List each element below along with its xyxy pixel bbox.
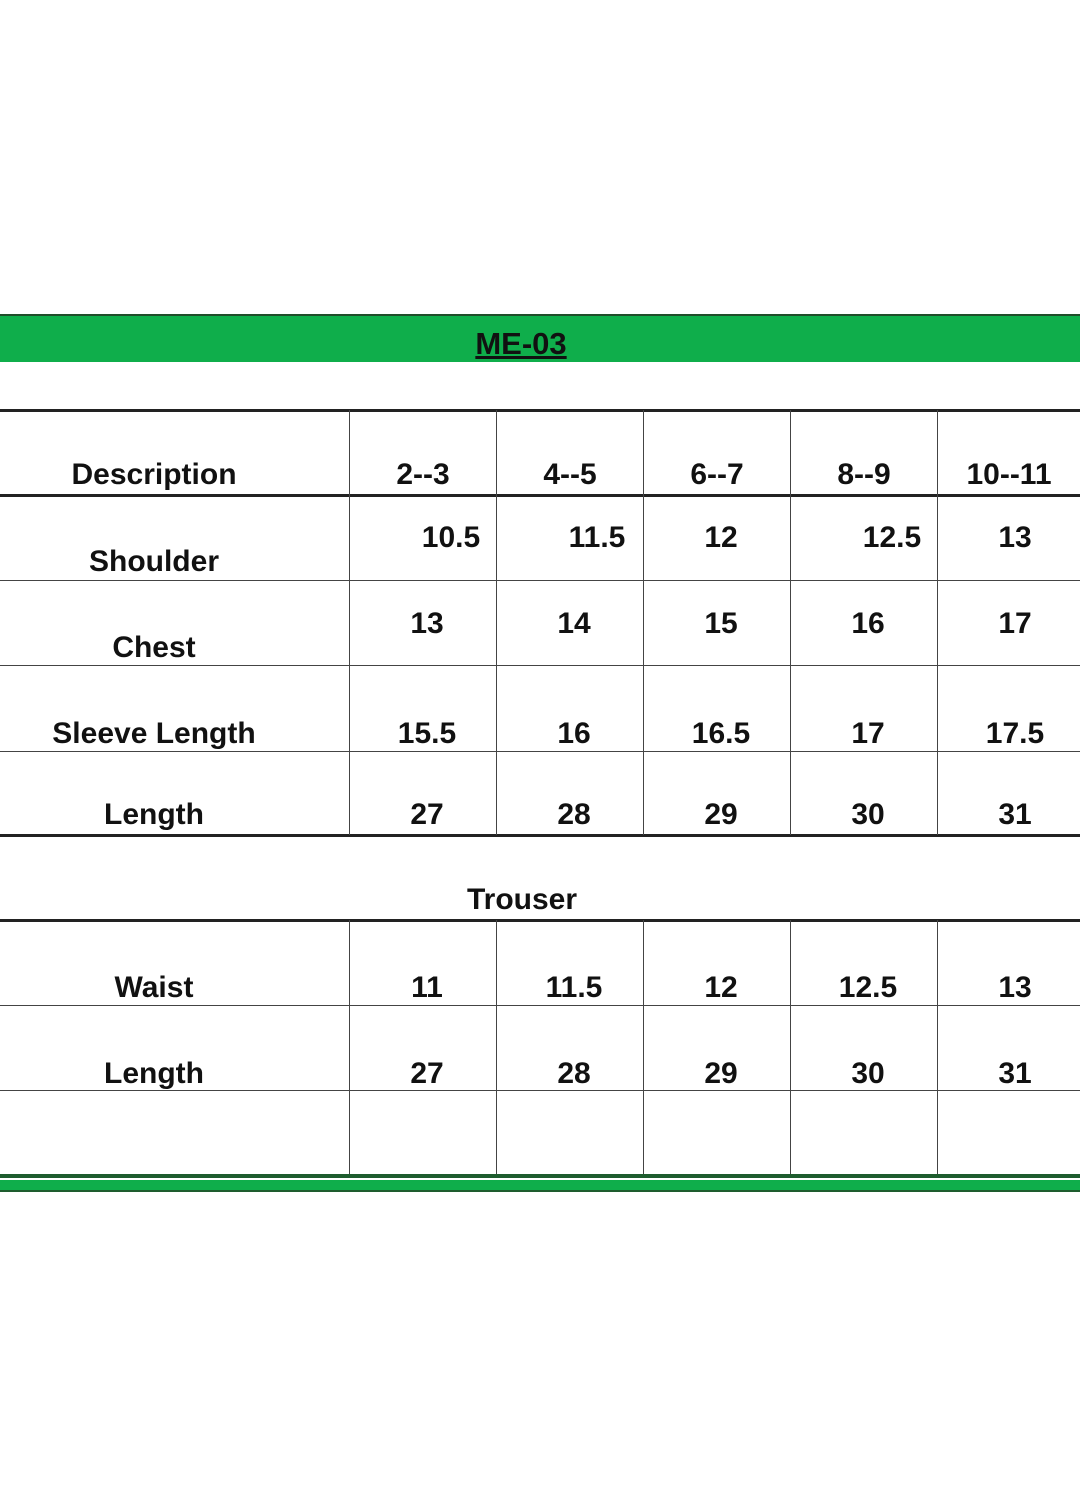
- table-cell: 28: [557, 1057, 591, 1090]
- column-rule: [349, 920, 350, 1174]
- table-cell: 13: [410, 607, 444, 640]
- table-cell: 11.5: [545, 971, 603, 1004]
- table-top-rule: [0, 409, 1080, 412]
- table-cell: 13: [998, 521, 1032, 554]
- row-label-waist: Waist: [114, 971, 194, 1004]
- row-label-shoulder: Shoulder: [88, 545, 219, 578]
- size-header-2-3: 2--3: [396, 458, 450, 491]
- chart-title: ME-03: [475, 326, 567, 361]
- row-label-length: Length: [104, 798, 204, 831]
- table-cell: 27: [410, 1057, 444, 1090]
- size-header-4-5: 4--5: [543, 458, 597, 491]
- table-cell: 15.5: [397, 717, 457, 750]
- bottom-band: [0, 1180, 1080, 1190]
- table-cell: 31: [998, 1057, 1032, 1090]
- table-cell: 12: [704, 971, 738, 1004]
- row-rule: [0, 580, 1080, 581]
- size-header-10-11: 10--11: [966, 458, 1052, 491]
- size-header-6-7: 6--7: [690, 458, 744, 491]
- bottom-band-edge: [0, 1190, 1080, 1192]
- table-cell: 16.5: [691, 717, 751, 750]
- size-header-8-9: 8--9: [837, 458, 891, 491]
- table-cell: 30: [851, 1057, 885, 1090]
- table-cell: 12.5: [862, 521, 922, 554]
- table-cell: 13: [998, 971, 1032, 1004]
- trouser-table-top-rule: [0, 919, 1080, 922]
- table-cell: 31: [998, 798, 1032, 831]
- table-cell: 10.5: [421, 521, 481, 554]
- table-cell: 12: [704, 521, 738, 554]
- table-cell: 15: [704, 607, 738, 640]
- column-rule: [790, 920, 791, 1174]
- table-cell: 14: [557, 607, 591, 640]
- row-label-trouser-length: Length: [104, 1057, 204, 1090]
- description-header: Description: [71, 458, 237, 491]
- table-cell: 27: [410, 798, 444, 831]
- trouser-heading: Trouser: [466, 883, 578, 916]
- table-cell: 29: [704, 1057, 738, 1090]
- table-cell: 30: [851, 798, 885, 831]
- table-cell: 16: [851, 607, 885, 640]
- table-cell: 11: [411, 971, 443, 1004]
- table-cell: 17: [998, 607, 1032, 640]
- column-rule: [496, 920, 497, 1174]
- table-cell: 12.5: [838, 971, 898, 1004]
- row-label-chest: Chest: [112, 631, 196, 664]
- header-bottom-rule: [0, 494, 1080, 497]
- table-cell: 17: [851, 717, 885, 750]
- table-cell: 11.5: [568, 521, 626, 554]
- bottom-band-rule: [0, 1174, 1080, 1178]
- table-cell: 17.5: [985, 717, 1045, 750]
- table-cell: 28: [557, 798, 591, 831]
- column-rule: [937, 920, 938, 1174]
- top-table-bottom-rule: [0, 834, 1080, 837]
- table-cell: 16: [557, 717, 591, 750]
- row-label-sleeve-length: Sleeve Length: [52, 717, 256, 750]
- table-cell: 29: [704, 798, 738, 831]
- column-rule: [643, 920, 644, 1174]
